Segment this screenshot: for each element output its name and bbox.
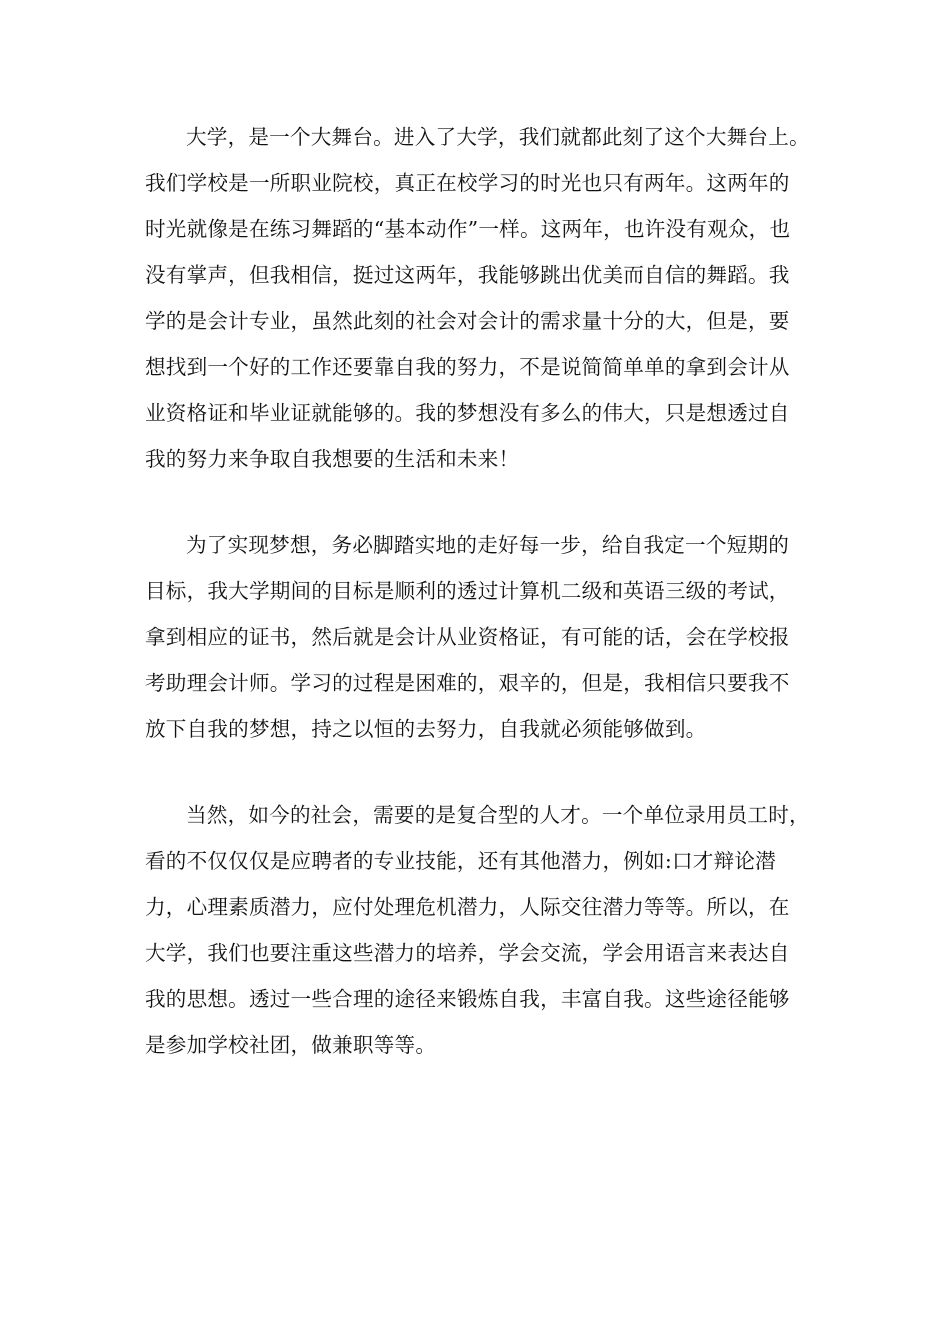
paragraph-line: 力，心理素质潜力，应付处理危机潜力，人际交往潜力等等。所以，在	[145, 895, 790, 919]
paragraph-line: 我的努力来争取自我想要的生活和未来！	[145, 447, 520, 471]
paragraph-line: 大学，我们也要注重这些潜力的培养，学会交流，学会用语言来表达自	[145, 941, 790, 965]
paragraph-line: 考助理会计师。学习的过程是困难的，艰辛的，但是，我相信只要我不	[145, 671, 790, 695]
paragraph-line: 大学，是一个大舞台。进入了大学，我们就都此刻了这个大舞台上。	[186, 125, 810, 149]
paragraph-line: 拿到相应的证书，然后就是会计从业资格证，有可能的话，会在学校报	[145, 625, 790, 649]
paragraph-3	[145, 792, 813, 1068]
paragraph-line: 看的不仅仅仅是应聘者的专业技能，还有其他潜力，例如:口才辩论潜	[145, 849, 776, 873]
paragraph-line: 想找到一个好的工作还要靠自我的努力，不是说简简单单的拿到会计从	[145, 355, 790, 379]
paragraph-line: 没有掌声，但我相信，挺过这两年，我能够跳出优美而自信的舞蹈。我	[145, 263, 790, 287]
paragraph-line: 是参加学校社团，做兼职等等。	[145, 1033, 437, 1057]
paragraph-1	[145, 114, 813, 482]
paragraph-line: 我们学校是一所职业院校，真正在校学习的时光也只有两年。这两年的	[145, 171, 790, 195]
paragraph-line: 目标，我大学期间的目标是顺利的透过计算机二级和英语三级的考试，	[145, 579, 790, 603]
document-page	[145, 114, 813, 1068]
paragraph-line: 为了实现梦想，务必脚踏实地的走好每一步，给自我定一个短期的	[186, 533, 790, 557]
paragraph-line: 业资格证和毕业证就能够的。我的梦想没有多么的伟大，只是想透过自	[145, 401, 790, 425]
paragraph-line: 学的是会计专业，虽然此刻的社会对会计的需求量十分的大，但是，要	[145, 309, 790, 333]
paragraph-line: 我的思想。透过一些合理的途径来锻炼自我，丰富自我。这些途径能够	[145, 987, 790, 1011]
paragraph-line: 放下自我的梦想，持之以恒的去努力，自我就必须能够做到。	[145, 717, 707, 741]
paragraph-line: 当然，如今的社会，需要的是复合型的人才。一个单位录用员工时，	[186, 803, 810, 827]
paragraph-line: 时光就像是在练习舞蹈的“基本动作”一样。这两年，也许没有观众，也	[145, 217, 791, 241]
paragraph-2	[145, 522, 813, 752]
